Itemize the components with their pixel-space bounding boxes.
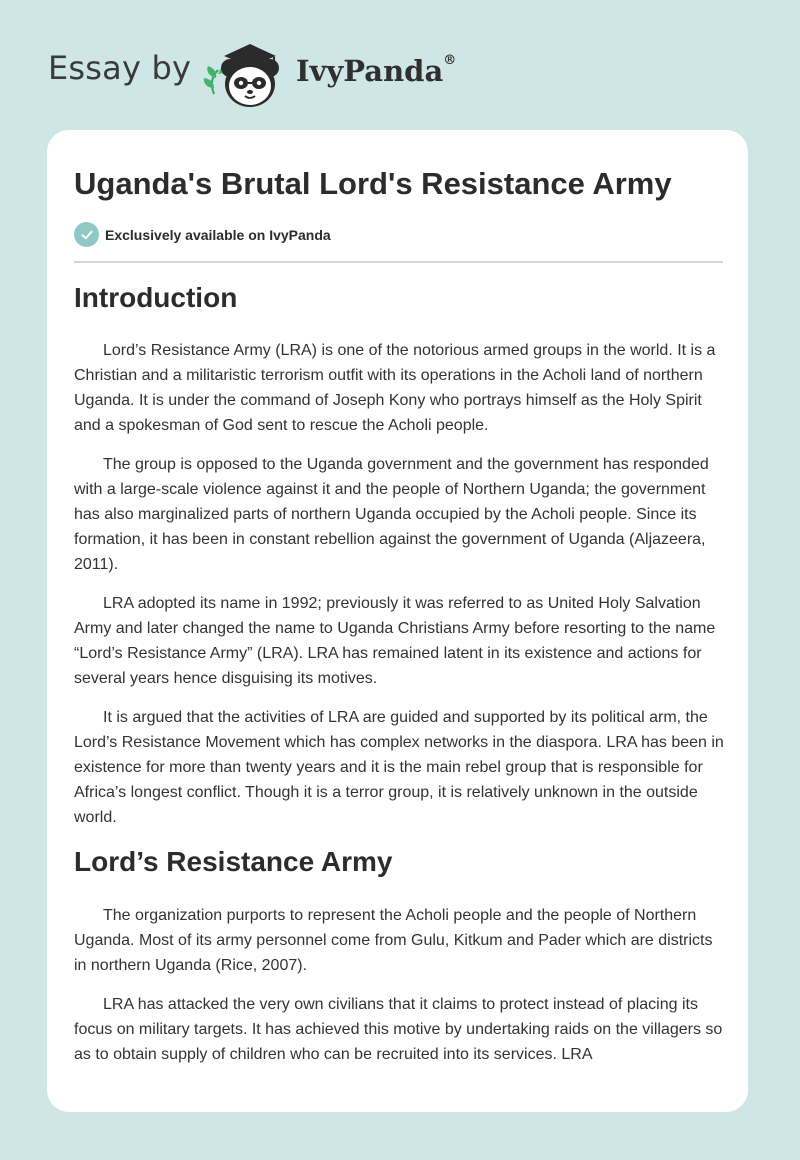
section-heading: Introduction [74, 282, 238, 313]
paragraph: Lord’s Resistance Army (LRA) is one of the notorious armed groups in the world. It is a Christian and a militaristic terrorism outfit with its operations in the Acholi land of northern Uganda. It is under the command of Joseph Kony who portrays himself as the Holy Spirit and a spokesman of God sent to rescue the Acholi people. [74, 342, 716, 435]
exclusive-badge [74, 222, 331, 247]
paragraph: LRA adopted its name in 1992; previously it was referred to as United Holy Salvation Army and later changed the name to Uganda Christians Army before resorting to the name “Lord’s Resistance Army” (LRA). LRA has remained latent in its existence and actions for several years hence disguising its motives. [74, 595, 716, 688]
check-icon [74, 222, 99, 247]
paragraph: The group is opposed to the Uganda government and the government has responded with a large-scale violence against it and the people of Northern Uganda; the government has also marginalized parts of northern Uganda occupied by the Acholi people. Since its formation, it has been in constant rebellion against the government of Uganda (Aljazeera, 2011). [74, 456, 709, 574]
panda-graduate-icon [200, 34, 292, 110]
paragraph: It is argued that the activities of LRA are guided and supported by its political arm, the Lord’s Resistance Movement which has complex networks in the diaspora. LRA has been in existence for more than twenty years and it is the main rebel group that is responsible for Africa’s longest conflict. Though it is a terror group, it is relatively unknown in the outside world. [74, 709, 724, 827]
essay-body [74, 280, 724, 1081]
essay-title: Uganda's Brutal Lord's Resistance Army [74, 166, 672, 201]
paragraph: LRA has attacked the very own civilians that it claims to protect instead of placing its focus on military targets. It has achieved this motive by undertaking raids on the villagers so as to obtain supply of children who can be recruited into its services. LRA [74, 995, 723, 1063]
essay-card [47, 130, 748, 1112]
registered-mark: ® [443, 53, 457, 69]
divider [74, 261, 723, 263]
brand-prefix: Essay by [48, 49, 192, 87]
site-header [0, 0, 800, 130]
section-heading: Lord’s Resistance Army [74, 846, 393, 878]
badge-text: Exclusively available on IvyPanda [105, 226, 331, 243]
brand-name: IvyPanda® [296, 53, 457, 88]
paragraph: The organization purports to represent the Acholi people and the people of Northern Uganda. Most of its army personnel come from Gulu, Kitkum and Pader which are districts in northern Uganda (Rice, 2007). [74, 906, 713, 974]
